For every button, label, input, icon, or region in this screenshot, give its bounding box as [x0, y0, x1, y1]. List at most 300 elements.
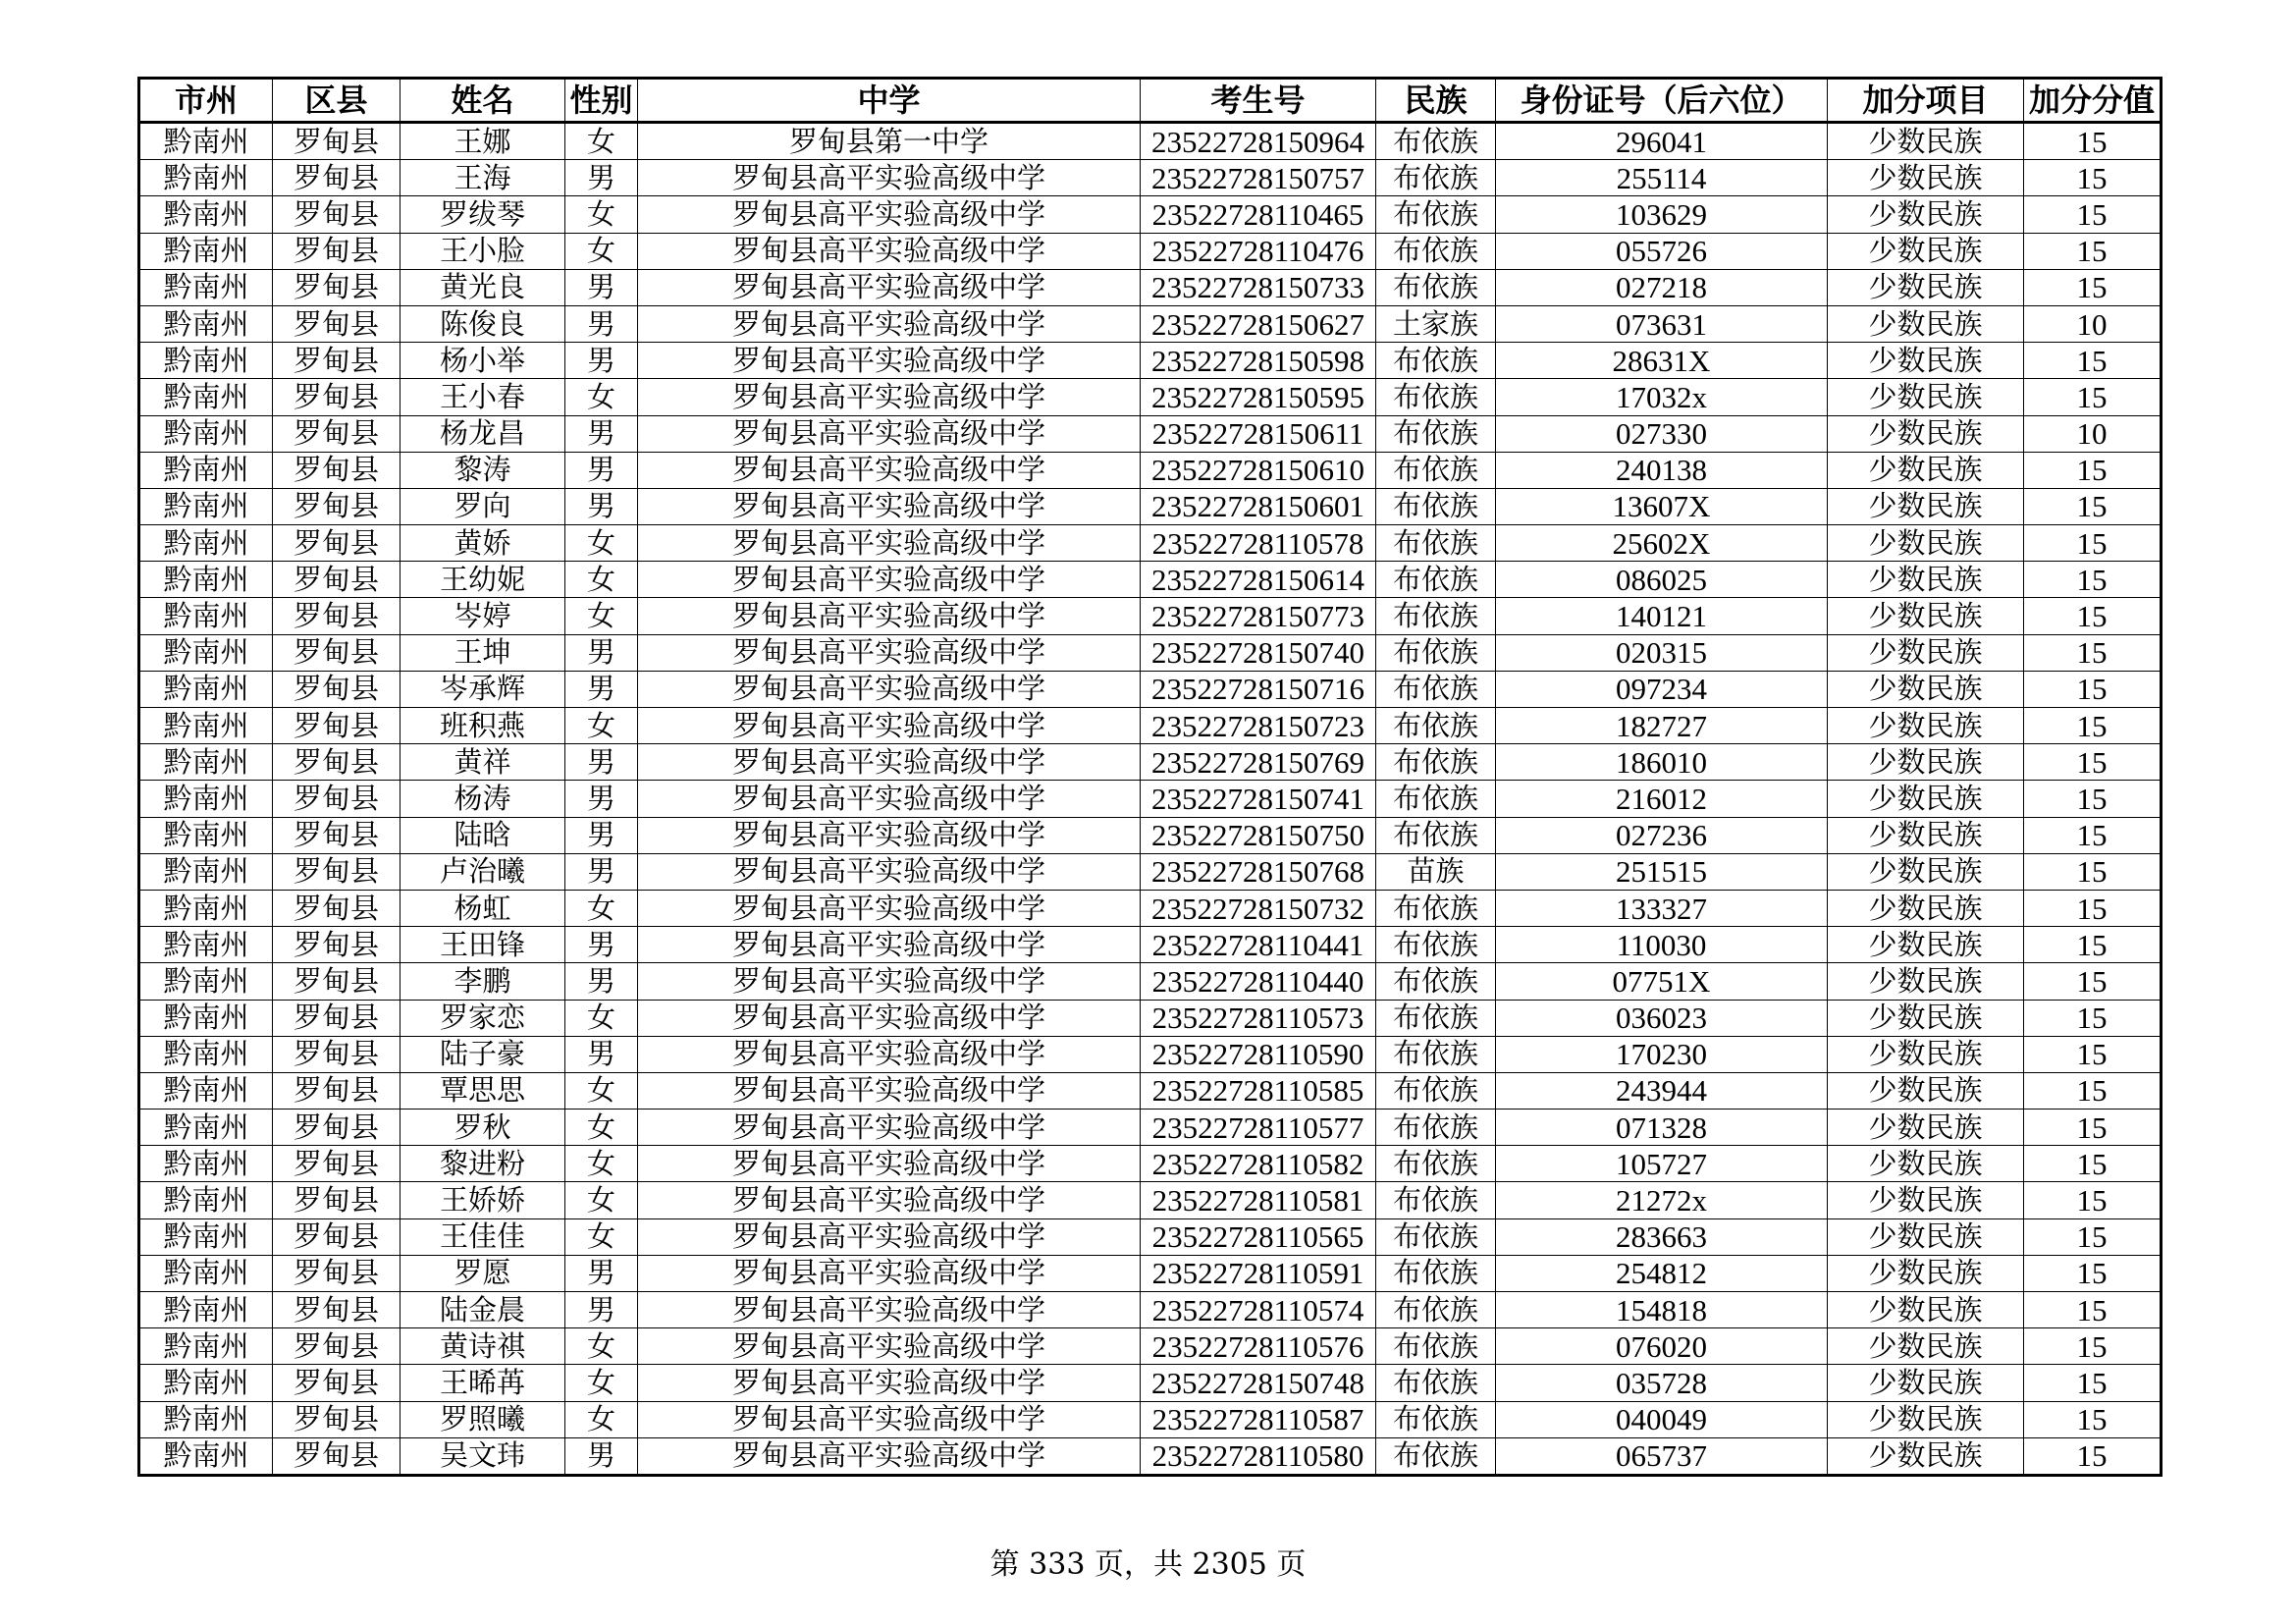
cell-name: 王幼妮	[400, 562, 565, 598]
cell-id-last-six: 28631X	[1496, 343, 1828, 379]
cell-gender: 男	[565, 488, 638, 524]
cell-school: 罗甸县高平实验高级中学	[638, 305, 1141, 342]
cell-id-last-six: 055726	[1496, 233, 1828, 269]
cell-name: 陆金晨	[400, 1292, 565, 1328]
cell-school: 罗甸县第一中学	[638, 123, 1141, 160]
cell-name: 王海	[400, 160, 565, 196]
cell-city: 黔南州	[139, 160, 273, 196]
table-row	[139, 379, 2162, 415]
cell-bonus-item: 少数民族	[1828, 963, 2024, 1000]
cell-school: 罗甸县高平实验高级中学	[638, 1437, 1141, 1475]
cell-city: 黔南州	[139, 1000, 273, 1036]
cell-exam-number: 23522728110565	[1141, 1218, 1376, 1255]
table-row	[139, 1110, 2162, 1146]
cell-exam-number: 23522728110573	[1141, 1000, 1376, 1036]
cell-exam-number: 23522728110574	[1141, 1292, 1376, 1328]
cell-gender: 男	[565, 817, 638, 853]
cell-school: 罗甸县高平实验高级中学	[638, 927, 1141, 963]
cell-ethnicity: 布依族	[1376, 781, 1496, 817]
cell-ethnicity: 布依族	[1376, 1218, 1496, 1255]
table-row	[139, 1218, 2162, 1255]
table-row	[139, 781, 2162, 817]
cell-gender: 女	[565, 562, 638, 598]
cell-name: 杨虹	[400, 890, 565, 926]
cell-gender: 男	[565, 634, 638, 671]
cell-id-last-six: 020315	[1496, 634, 1828, 671]
cell-exam-number: 23522728110585	[1141, 1072, 1376, 1109]
cell-city: 黔南州	[139, 671, 273, 707]
cell-exam-number: 23522728110578	[1141, 525, 1376, 562]
cell-bonus-value: 15	[2024, 1072, 2162, 1109]
cell-ethnicity: 布依族	[1376, 1365, 1496, 1401]
cell-county: 罗甸县	[273, 233, 400, 269]
cell-id-last-six: 086025	[1496, 562, 1828, 598]
cell-gender: 男	[565, 160, 638, 196]
cell-county: 罗甸县	[273, 817, 400, 853]
table-row	[139, 927, 2162, 963]
table-row	[139, 634, 2162, 671]
cell-city: 黔南州	[139, 1146, 273, 1182]
cell-bonus-item: 少数民族	[1828, 269, 2024, 305]
cell-bonus-item: 少数民族	[1828, 233, 2024, 269]
bonus-points-table	[137, 77, 2163, 1477]
cell-exam-number: 23522728110591	[1141, 1255, 1376, 1291]
cell-name: 王田锋	[400, 927, 565, 963]
cell-name: 王坤	[400, 634, 565, 671]
cell-name: 覃思思	[400, 1072, 565, 1109]
cell-exam-number: 23522728150773	[1141, 598, 1376, 634]
cell-school: 罗甸县高平实验高级中学	[638, 634, 1141, 671]
cell-ethnicity: 苗族	[1376, 853, 1496, 890]
cell-exam-number: 23522728110441	[1141, 927, 1376, 963]
cell-school: 罗甸县高平实验高级中学	[638, 525, 1141, 562]
cell-school: 罗甸县高平实验高级中学	[638, 853, 1141, 890]
cell-exam-number: 23522728110576	[1141, 1328, 1376, 1365]
cell-exam-number: 23522728110580	[1141, 1437, 1376, 1475]
cell-bonus-item: 少数民族	[1828, 1365, 2024, 1401]
cell-id-last-six: 105727	[1496, 1146, 1828, 1182]
cell-bonus-value: 15	[2024, 1328, 2162, 1365]
cell-exam-number: 23522728150723	[1141, 708, 1376, 744]
cell-id-last-six: 036023	[1496, 1000, 1828, 1036]
cell-id-last-six: 251515	[1496, 853, 1828, 890]
cell-county: 罗甸县	[273, 379, 400, 415]
cell-name: 杨小举	[400, 343, 565, 379]
cell-gender: 女	[565, 379, 638, 415]
cell-exam-number: 23522728150748	[1141, 1365, 1376, 1401]
cell-bonus-value: 15	[2024, 634, 2162, 671]
cell-county: 罗甸县	[273, 963, 400, 1000]
cell-bonus-value: 15	[2024, 1218, 2162, 1255]
table-row	[139, 343, 2162, 379]
cell-id-last-six: 076020	[1496, 1328, 1828, 1365]
cell-bonus-item: 少数民族	[1828, 708, 2024, 744]
cell-school: 罗甸县高平实验高级中学	[638, 343, 1141, 379]
cell-county: 罗甸县	[273, 1218, 400, 1255]
cell-id-last-six: 140121	[1496, 598, 1828, 634]
cell-bonus-value: 15	[2024, 196, 2162, 233]
cell-school: 罗甸县高平实验高级中学	[638, 708, 1141, 744]
cell-name: 黎涛	[400, 452, 565, 488]
cell-bonus-item: 少数民族	[1828, 1110, 2024, 1146]
cell-id-last-six: 255114	[1496, 160, 1828, 196]
cell-county: 罗甸县	[273, 305, 400, 342]
cell-city: 黔南州	[139, 1365, 273, 1401]
cell-gender: 男	[565, 963, 638, 1000]
cell-gender: 男	[565, 305, 638, 342]
cell-bonus-value: 15	[2024, 525, 2162, 562]
cell-school: 罗甸县高平实验高级中学	[638, 379, 1141, 415]
table-row	[139, 488, 2162, 524]
cell-bonus-value: 15	[2024, 708, 2162, 744]
header-school: 中学	[638, 79, 1141, 123]
cell-city: 黔南州	[139, 233, 273, 269]
cell-county: 罗甸县	[273, 1292, 400, 1328]
cell-school: 罗甸县高平实验高级中学	[638, 1292, 1141, 1328]
cell-ethnicity: 布依族	[1376, 598, 1496, 634]
cell-county: 罗甸县	[273, 1036, 400, 1072]
cell-id-last-six: 154818	[1496, 1292, 1828, 1328]
cell-exam-number: 23522728110476	[1141, 233, 1376, 269]
cell-city: 黔南州	[139, 1437, 273, 1475]
cell-city: 黔南州	[139, 488, 273, 524]
cell-county: 罗甸县	[273, 488, 400, 524]
table-row	[139, 160, 2162, 196]
cell-exam-number: 23522728150627	[1141, 305, 1376, 342]
cell-id-last-six: 17032x	[1496, 379, 1828, 415]
cell-county: 罗甸县	[273, 890, 400, 926]
cell-school: 罗甸县高平实验高级中学	[638, 1000, 1141, 1036]
cell-name: 杨涛	[400, 781, 565, 817]
cell-bonus-value: 10	[2024, 415, 2162, 452]
cell-gender: 女	[565, 890, 638, 926]
table-row	[139, 671, 2162, 707]
cell-bonus-value: 15	[2024, 1401, 2162, 1437]
cell-bonus-value: 15	[2024, 1182, 2162, 1218]
cell-county: 罗甸县	[273, 744, 400, 781]
cell-bonus-item: 少数民族	[1828, 1146, 2024, 1182]
cell-school: 罗甸县高平实验高级中学	[638, 781, 1141, 817]
cell-county: 罗甸县	[273, 123, 400, 160]
cell-ethnicity: 布依族	[1376, 196, 1496, 233]
cell-school: 罗甸县高平实验高级中学	[638, 269, 1141, 305]
cell-county: 罗甸县	[273, 525, 400, 562]
cell-county: 罗甸县	[273, 853, 400, 890]
cell-county: 罗甸县	[273, 1182, 400, 1218]
cell-city: 黔南州	[139, 269, 273, 305]
cell-city: 黔南州	[139, 196, 273, 233]
cell-county: 罗甸县	[273, 598, 400, 634]
cell-school: 罗甸县高平实验高级中学	[638, 562, 1141, 598]
cell-name: 杨龙昌	[400, 415, 565, 452]
cell-bonus-item: 少数民族	[1828, 781, 2024, 817]
cell-county: 罗甸县	[273, 1146, 400, 1182]
cell-bonus-item: 少数民族	[1828, 488, 2024, 524]
cell-county: 罗甸县	[273, 415, 400, 452]
cell-gender: 女	[565, 1000, 638, 1036]
cell-bonus-item: 少数民族	[1828, 1000, 2024, 1036]
cell-bonus-item: 少数民族	[1828, 598, 2024, 634]
cell-bonus-value: 15	[2024, 160, 2162, 196]
cell-school: 罗甸县高平实验高级中学	[638, 160, 1141, 196]
cell-ethnicity: 布依族	[1376, 1401, 1496, 1437]
cell-id-last-six: 240138	[1496, 452, 1828, 488]
cell-county: 罗甸县	[273, 1110, 400, 1146]
cell-ethnicity: 布依族	[1376, 562, 1496, 598]
cell-school: 罗甸县高平实验高级中学	[638, 1401, 1141, 1437]
header-county: 区县	[273, 79, 400, 123]
cell-bonus-value: 15	[2024, 269, 2162, 305]
cell-gender: 男	[565, 269, 638, 305]
cell-bonus-value: 15	[2024, 927, 2162, 963]
cell-bonus-value: 15	[2024, 379, 2162, 415]
table-row	[139, 1292, 2162, 1328]
cell-county: 罗甸县	[273, 1401, 400, 1437]
cell-id-last-six: 027218	[1496, 269, 1828, 305]
cell-school: 罗甸县高平实验高级中学	[638, 671, 1141, 707]
cell-gender: 男	[565, 1292, 638, 1328]
cell-ethnicity: 布依族	[1376, 671, 1496, 707]
cell-gender: 女	[565, 1182, 638, 1218]
cell-ethnicity: 布依族	[1376, 927, 1496, 963]
cell-school: 罗甸县高平实验高级中学	[638, 1110, 1141, 1146]
cell-ethnicity: 布依族	[1376, 269, 1496, 305]
table-row	[139, 269, 2162, 305]
cell-id-last-six: 103629	[1496, 196, 1828, 233]
cell-exam-number: 23522728110587	[1141, 1401, 1376, 1437]
cell-city: 黔南州	[139, 853, 273, 890]
header-bonus-item: 加分项目	[1828, 79, 2024, 123]
cell-gender: 女	[565, 1146, 638, 1182]
cell-bonus-item: 少数民族	[1828, 1255, 2024, 1291]
cell-ethnicity: 布依族	[1376, 343, 1496, 379]
cell-exam-number: 23522728150750	[1141, 817, 1376, 853]
cell-county: 罗甸县	[273, 781, 400, 817]
cell-id-last-six: 110030	[1496, 927, 1828, 963]
cell-city: 黔南州	[139, 927, 273, 963]
cell-city: 黔南州	[139, 708, 273, 744]
cell-id-last-six: 040049	[1496, 1401, 1828, 1437]
cell-bonus-value: 15	[2024, 1146, 2162, 1182]
table-row	[139, 708, 2162, 744]
cell-name: 黄娇	[400, 525, 565, 562]
cell-city: 黔南州	[139, 1072, 273, 1109]
cell-county: 罗甸县	[273, 452, 400, 488]
cell-bonus-item: 少数民族	[1828, 525, 2024, 562]
cell-bonus-item: 少数民族	[1828, 305, 2024, 342]
cell-bonus-item: 少数民族	[1828, 415, 2024, 452]
cell-ethnicity: 布依族	[1376, 123, 1496, 160]
cell-bonus-value: 15	[2024, 123, 2162, 160]
cell-bonus-item: 少数民族	[1828, 1328, 2024, 1365]
cell-bonus-item: 少数民族	[1828, 1218, 2024, 1255]
cell-bonus-item: 少数民族	[1828, 817, 2024, 853]
cell-name: 卢治曦	[400, 853, 565, 890]
cell-city: 黔南州	[139, 452, 273, 488]
cell-id-last-six: 035728	[1496, 1365, 1828, 1401]
cell-gender: 女	[565, 1365, 638, 1401]
cell-bonus-item: 少数民族	[1828, 343, 2024, 379]
cell-bonus-value: 15	[2024, 817, 2162, 853]
cell-id-last-six: 13607X	[1496, 488, 1828, 524]
cell-id-last-six: 243944	[1496, 1072, 1828, 1109]
cell-school: 罗甸县高平实验高级中学	[638, 744, 1141, 781]
cell-exam-number: 23522728110577	[1141, 1110, 1376, 1146]
cell-county: 罗甸县	[273, 671, 400, 707]
cell-school: 罗甸县高平实验高级中学	[638, 1036, 1141, 1072]
cell-bonus-item: 少数民族	[1828, 379, 2024, 415]
cell-id-last-six: 027236	[1496, 817, 1828, 853]
cell-id-last-six: 07751X	[1496, 963, 1828, 1000]
cell-city: 黔南州	[139, 744, 273, 781]
header-exam-number: 考生号	[1141, 79, 1376, 123]
cell-city: 黔南州	[139, 1292, 273, 1328]
cell-exam-number: 23522728150598	[1141, 343, 1376, 379]
cell-id-last-six: 296041	[1496, 123, 1828, 160]
cell-name: 黄光良	[400, 269, 565, 305]
cell-name: 王娇娇	[400, 1182, 565, 1218]
cell-city: 黔南州	[139, 1036, 273, 1072]
cell-gender: 女	[565, 233, 638, 269]
cell-bonus-value: 15	[2024, 671, 2162, 707]
cell-exam-number: 23522728110465	[1141, 196, 1376, 233]
cell-city: 黔南州	[139, 123, 273, 160]
cell-bonus-value: 15	[2024, 343, 2162, 379]
cell-exam-number: 23522728110440	[1141, 963, 1376, 1000]
cell-school: 罗甸县高平实验高级中学	[638, 1182, 1141, 1218]
cell-gender: 男	[565, 1255, 638, 1291]
cell-city: 黔南州	[139, 634, 273, 671]
cell-exam-number: 23522728150610	[1141, 452, 1376, 488]
cell-city: 黔南州	[139, 1401, 273, 1437]
table-row	[139, 1365, 2162, 1401]
cell-exam-number: 23522728150732	[1141, 890, 1376, 926]
cell-name: 王娜	[400, 123, 565, 160]
cell-name: 罗愿	[400, 1255, 565, 1291]
cell-exam-number: 23522728150768	[1141, 853, 1376, 890]
cell-bonus-item: 少数民族	[1828, 196, 2024, 233]
cell-county: 罗甸县	[273, 708, 400, 744]
cell-county: 罗甸县	[273, 562, 400, 598]
table-row	[139, 1000, 2162, 1036]
cell-gender: 女	[565, 196, 638, 233]
cell-bonus-item: 少数民族	[1828, 123, 2024, 160]
cell-id-last-six: 097234	[1496, 671, 1828, 707]
cell-name: 黎进粉	[400, 1146, 565, 1182]
cell-school: 罗甸县高平实验高级中学	[638, 817, 1141, 853]
header-bonus-value: 加分分值	[2024, 79, 2162, 123]
cell-bonus-item: 少数民族	[1828, 1292, 2024, 1328]
cell-city: 黔南州	[139, 817, 273, 853]
cell-gender: 男	[565, 853, 638, 890]
table-row	[139, 817, 2162, 853]
cell-name: 陆晗	[400, 817, 565, 853]
cell-ethnicity: 布依族	[1376, 1036, 1496, 1072]
cell-county: 罗甸县	[273, 1328, 400, 1365]
cell-city: 黔南州	[139, 1328, 273, 1365]
cell-bonus-value: 10	[2024, 305, 2162, 342]
table-row	[139, 305, 2162, 342]
cell-bonus-value: 15	[2024, 1292, 2162, 1328]
cell-name: 罗照曦	[400, 1401, 565, 1437]
cell-exam-number: 23522728150757	[1141, 160, 1376, 196]
cell-name: 王佳佳	[400, 1218, 565, 1255]
cell-school: 罗甸县高平实验高级中学	[638, 1365, 1141, 1401]
cell-bonus-item: 少数民族	[1828, 634, 2024, 671]
cell-bonus-value: 15	[2024, 890, 2162, 926]
cell-county: 罗甸县	[273, 1255, 400, 1291]
table-row	[139, 525, 2162, 562]
cell-ethnicity: 布依族	[1376, 1110, 1496, 1146]
cell-school: 罗甸县高平实验高级中学	[638, 233, 1141, 269]
cell-ethnicity: 布依族	[1376, 488, 1496, 524]
cell-exam-number: 23522728150733	[1141, 269, 1376, 305]
table-row	[139, 890, 2162, 926]
cell-bonus-value: 15	[2024, 488, 2162, 524]
table-row	[139, 1072, 2162, 1109]
cell-ethnicity: 布依族	[1376, 1292, 1496, 1328]
cell-name: 罗向	[400, 488, 565, 524]
cell-exam-number: 23522728150611	[1141, 415, 1376, 452]
table-row	[139, 744, 2162, 781]
cell-school: 罗甸县高平实验高级中学	[638, 415, 1141, 452]
cell-county: 罗甸县	[273, 269, 400, 305]
cell-school: 罗甸县高平实验高级中学	[638, 1218, 1141, 1255]
cell-county: 罗甸县	[273, 1437, 400, 1475]
cell-id-last-six: 283663	[1496, 1218, 1828, 1255]
cell-city: 黔南州	[139, 343, 273, 379]
cell-exam-number: 23522728150741	[1141, 781, 1376, 817]
cell-county: 罗甸县	[273, 1365, 400, 1401]
cell-exam-number: 23522728110581	[1141, 1182, 1376, 1218]
cell-county: 罗甸县	[273, 927, 400, 963]
cell-city: 黔南州	[139, 562, 273, 598]
cell-ethnicity: 布依族	[1376, 415, 1496, 452]
cell-ethnicity: 布依族	[1376, 708, 1496, 744]
cell-bonus-value: 15	[2024, 598, 2162, 634]
cell-school: 罗甸县高平实验高级中学	[638, 196, 1141, 233]
cell-gender: 男	[565, 744, 638, 781]
table-row	[139, 415, 2162, 452]
cell-gender: 男	[565, 1437, 638, 1475]
cell-bonus-value: 15	[2024, 744, 2162, 781]
cell-city: 黔南州	[139, 379, 273, 415]
table-row	[139, 963, 2162, 1000]
cell-school: 罗甸县高平实验高级中学	[638, 1146, 1141, 1182]
cell-county: 罗甸县	[273, 343, 400, 379]
cell-gender: 女	[565, 1328, 638, 1365]
cell-name: 李鹏	[400, 963, 565, 1000]
cell-school: 罗甸县高平实验高级中学	[638, 890, 1141, 926]
cell-bonus-item: 少数民族	[1828, 671, 2024, 707]
cell-id-last-six: 21272x	[1496, 1182, 1828, 1218]
cell-bonus-value: 15	[2024, 1365, 2162, 1401]
table-row	[139, 1146, 2162, 1182]
cell-bonus-value: 15	[2024, 781, 2162, 817]
cell-exam-number: 23522728150769	[1141, 744, 1376, 781]
cell-ethnicity: 布依族	[1376, 1328, 1496, 1365]
header-city: 市州	[139, 79, 273, 123]
table-row	[139, 1328, 2162, 1365]
cell-county: 罗甸县	[273, 634, 400, 671]
table-body	[139, 123, 2162, 1476]
cell-bonus-value: 15	[2024, 853, 2162, 890]
cell-ethnicity: 布依族	[1376, 379, 1496, 415]
table-row	[139, 1036, 2162, 1072]
cell-id-last-six: 073631	[1496, 305, 1828, 342]
table-row	[139, 1255, 2162, 1291]
cell-city: 黔南州	[139, 305, 273, 342]
